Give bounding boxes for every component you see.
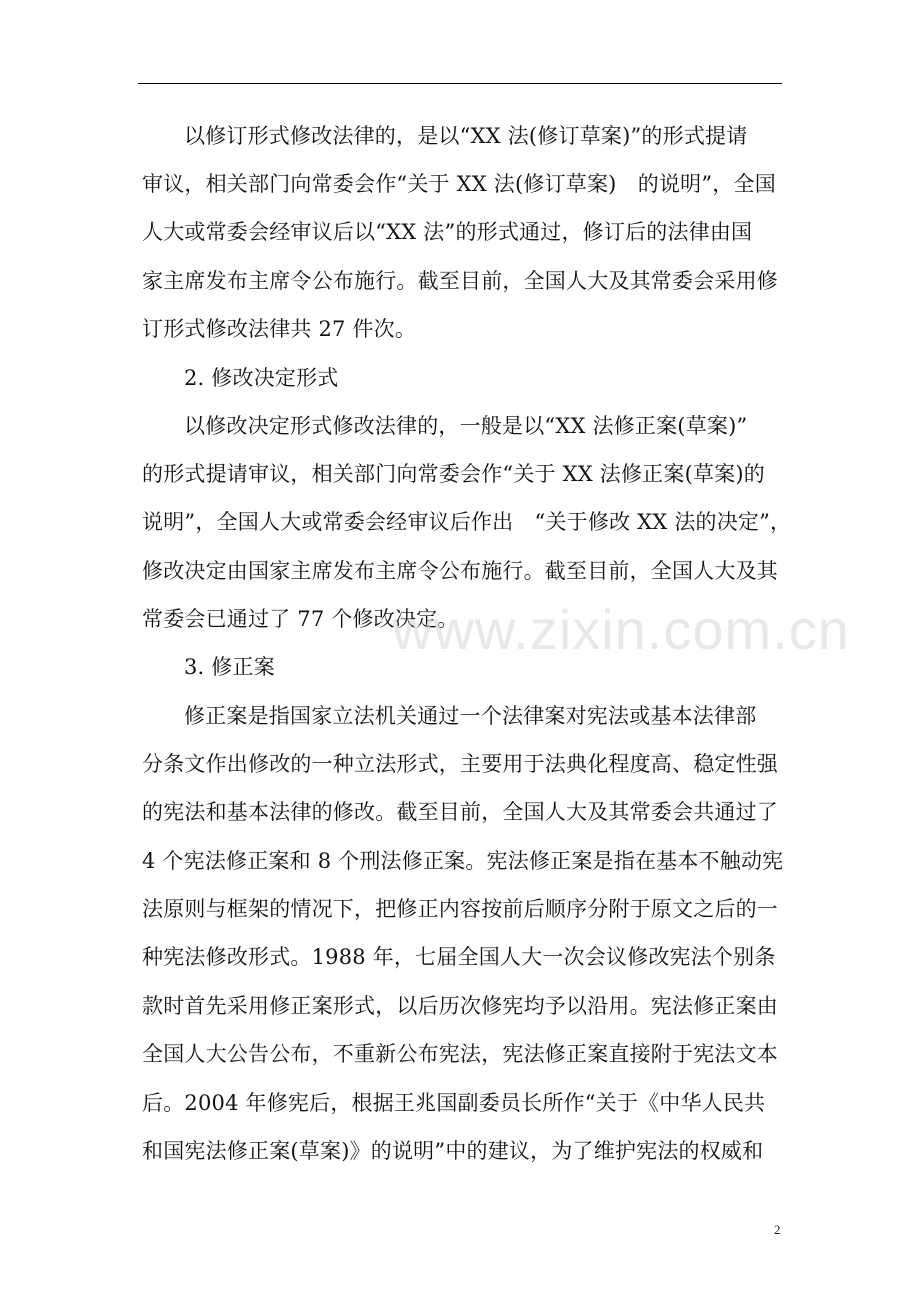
watermark: www.zixin.com.cn [392,598,850,661]
text-line: 常委会已通过了 77 个修改决定。 [142,607,459,631]
text-line: 种宪法修改形式。1988 年，七届全国人大一次会议修改宪法个别条 [142,945,776,969]
text-line: 的形式提请审议，相关部门向常委会作“关于 XX 法修正案(草案)的 [142,462,765,486]
header-rule [138,83,782,84]
text-line: 以修订形式修改法律的，是以“XX 法(修订草案)”的形式提请 [184,124,748,148]
text-line: 全国人大公告公布，不重新公布宪法，宪法修正案直接附于宪法文本 [142,1042,778,1066]
text-line: 人大或常委会经审议后以“XX 法”的形式通过，修订后的法律由国 [142,220,753,244]
text-line: 修改决定由国家主席发布主席令公布施行。截至目前，全国人大及其 [142,559,778,583]
text-line: 说明”，全国人大或常委会经审议后作出 “关于修改 XX 法的决定”， [142,510,792,534]
text-line: 4 个宪法修正案和 8 个刑法修正案。宪法修正案是指在基本不触动宪 [142,849,784,873]
text-line: 修正案是指国家立法机关通过一个法律案对宪法或基本法律部 [184,704,757,728]
text-line: 和国宪法修正案(草案)》的说明”中的建议，为了维护宪法的权威和 [142,1139,764,1163]
text-line: 审议，相关部门向常委会作“关于 XX 法(修订草案) 的说明”，全国 [142,172,776,196]
text-line: 以修改决定形式修改法律的，一般是以“XX 法修正案(草案)” [184,414,748,438]
text-line: 订形式修改法律共 27 件次。 [142,317,417,341]
section-heading: 2. 修改决定形式 [184,366,339,390]
section-heading: 3. 修正案 [184,655,275,679]
text-line: 款时首先采用修正案形式，以后历次修宪均予以沿用。宪法修正案由 [142,994,778,1018]
text-line: 后。2004 年修宪后，根据王兆国副委员长所作“关于《中华人民共 [142,1091,766,1115]
page-number: 2 [774,1222,781,1237]
text-line: 分条文作出修改的一种立法形式，主要用于法典化程度高、稳定性强 [142,752,778,776]
text-line: 的宪法和基本法律的修改。截至目前，全国人大及其常委会共通过了 [142,800,778,824]
text-line: 家主席发布主席令公布施行。截至目前，全国人大及其常委会采用修 [142,269,778,293]
text-line: 法原则与框架的情况下，把修正内容按前后顺序分附于原文之后的一 [142,897,778,921]
